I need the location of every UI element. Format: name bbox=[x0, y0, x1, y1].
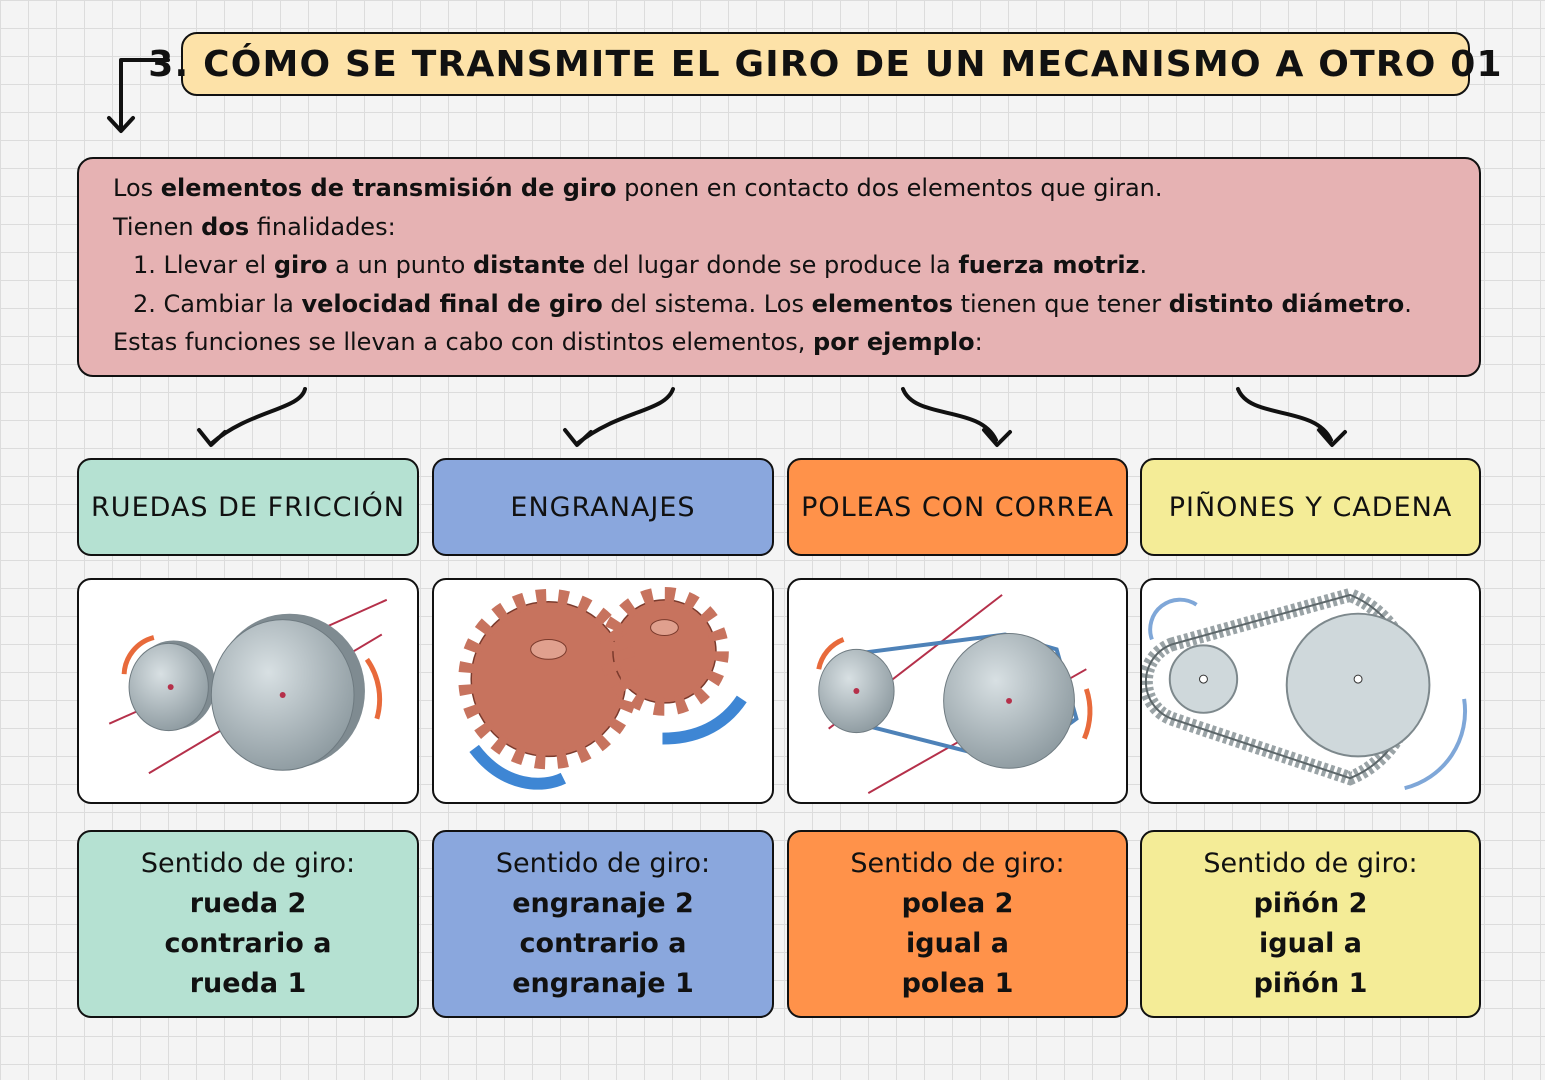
friction-wheels-illustration bbox=[77, 578, 419, 804]
pulleys-label: POLEAS CON CORREA bbox=[801, 491, 1114, 523]
gears-label-card bbox=[432, 458, 774, 556]
friction-wheels-label: RUEDAS DE FRICCIÓN bbox=[91, 491, 405, 523]
chain-icon bbox=[1142, 580, 1479, 802]
direction-line-3: engranaje 1 bbox=[512, 968, 694, 999]
intro-line-1: Los elementos de transmisión de giro ponen en contacto dos elementos que giran. bbox=[113, 174, 1163, 202]
direction-heading: Sentido de giro: bbox=[1203, 848, 1418, 879]
direction-line-2: igual a bbox=[906, 928, 1009, 959]
direction-line-1: rueda 2 bbox=[189, 888, 307, 919]
direction-line-3: piñón 1 bbox=[1253, 968, 1368, 999]
intro-box bbox=[77, 157, 1481, 377]
intro-line-2: Tienen dos finalidades: bbox=[113, 212, 396, 241]
direction-line-1: piñón 2 bbox=[1253, 888, 1368, 919]
intro-list-item-2: 2. Cambiar la velocidad final de giro del sistema. Los elementos tienen que tener distinto diámetro. bbox=[133, 289, 1412, 318]
chain-label: PIÑONES Y CADENA bbox=[1168, 491, 1453, 523]
chain-label-card bbox=[1140, 458, 1481, 556]
page-title bbox=[148, 32, 1503, 96]
arrow-to-friction bbox=[199, 389, 305, 445]
gears-label: ENGRANAJES bbox=[510, 491, 696, 523]
direction-line-2: contrario a bbox=[519, 928, 687, 959]
direction-line-2: igual a bbox=[1259, 928, 1362, 959]
gears-icon bbox=[434, 580, 772, 802]
gears-direction-card bbox=[432, 830, 774, 1018]
direction-heading: Sentido de giro: bbox=[140, 848, 356, 879]
chain-illustration bbox=[1140, 578, 1481, 804]
direction-line-3: rueda 1 bbox=[189, 968, 307, 999]
arrow-to-pulleys bbox=[903, 389, 1010, 445]
pulleys-direction-card bbox=[787, 830, 1128, 1018]
pulleys-illustration bbox=[787, 578, 1128, 804]
direction-heading: Sentido de giro: bbox=[495, 848, 711, 879]
friction-wheels-icon bbox=[79, 580, 417, 802]
intro-list-item-1: 1. Llevar el giro a un punto distante del lugar donde se produce la fuerza motriz. bbox=[133, 251, 1148, 279]
intro-line-5: Estas funciones se llevan a cabo con distintos elementos, por ejemplo: bbox=[113, 328, 983, 356]
arrow-to-chain bbox=[1238, 389, 1345, 445]
direction-line-1: polea 2 bbox=[901, 888, 1014, 919]
chain-direction-card bbox=[1140, 830, 1481, 1018]
direction-line-2: contrario a bbox=[164, 928, 332, 959]
page-title-text: 3. CÓMO SE TRANSMITE EL GIRO DE UN MECANISMO A OTRO 01 bbox=[148, 43, 1503, 85]
pulleys-icon bbox=[789, 580, 1126, 802]
gears-illustration bbox=[432, 578, 774, 804]
direction-line-3: polea 1 bbox=[901, 968, 1014, 999]
direction-line-1: engranaje 2 bbox=[512, 888, 694, 919]
pulleys-label-card bbox=[787, 458, 1128, 556]
friction-wheels-direction-card bbox=[77, 830, 419, 1018]
direction-heading: Sentido de giro: bbox=[850, 848, 1065, 879]
friction-wheels-label-card bbox=[77, 458, 419, 556]
arrow-to-gears bbox=[565, 389, 673, 445]
